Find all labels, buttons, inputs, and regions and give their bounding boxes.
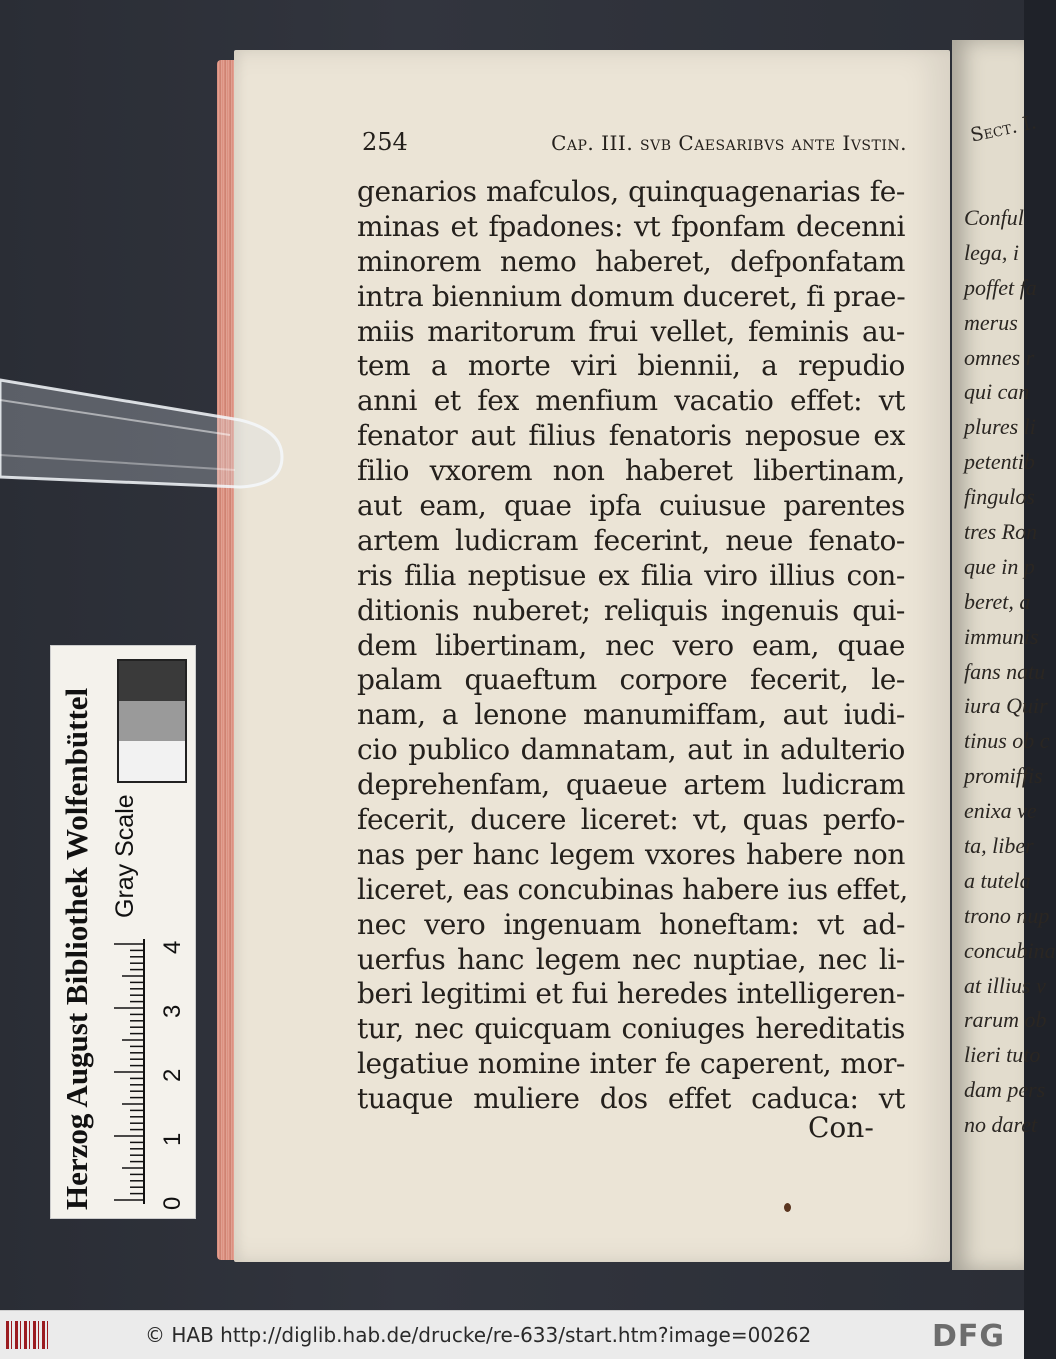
scale-number-2: 2 (159, 1068, 186, 1082)
text-line: dem libertinam, nec vero eam, quae (357, 628, 905, 662)
text-line: beri legitimi et fui heredes intelligeren- (357, 977, 905, 1011)
gray-scale-label: Gray Scale (111, 794, 139, 918)
facing-page-text (964, 205, 1056, 1147)
page-number: 254 (362, 128, 408, 156)
text-line: filio vxorem non haberet libertinam, (357, 454, 905, 488)
text-line: artem ludicram fecerint, neue fenato- (357, 523, 905, 557)
text-line: genarios mafculos, quinquagenarias fe- (357, 175, 905, 208)
text-line: aut eam, quae ipfa cuiusue parentes (357, 489, 905, 523)
facing-page-fragment: ta, liber (964, 833, 1034, 859)
scale-number-3: 3 (159, 1004, 186, 1018)
text-line: intra biennium domum duceret, fi prae- (357, 279, 906, 313)
facing-page-fragment: no daret (964, 1112, 1038, 1138)
dfg-logo: DFG (932, 1319, 1006, 1354)
text-line: legatiue nomine inter fe caperent, mor- (357, 1047, 905, 1081)
facing-page-fragment: qui can (964, 379, 1030, 405)
hab-barcode-icon (6, 1321, 50, 1349)
color-scale-card (50, 645, 196, 1219)
text-line: miis maritorum frui vellet, feminis au- (357, 314, 905, 348)
page-header (362, 128, 907, 156)
scale-number-0: 0 (159, 1196, 186, 1210)
facing-page-fragment: poffet fa (964, 274, 1037, 300)
facing-page-fragment: a tutela (964, 867, 1031, 893)
facing-page-fragment: promiffis (964, 763, 1043, 789)
text-line: liceret, eas concubinas habere ius effet, (357, 872, 908, 906)
facing-page-fragment: omnes r (964, 344, 1035, 370)
facing-page-fragment: plures li (964, 414, 1036, 440)
gray-swatches (117, 659, 187, 783)
scale-ruler (106, 934, 146, 1204)
text-line: nec vero ingenuam honeftam: vt ad- (357, 907, 905, 941)
text-line: uerfus hanc legem nec nuptiae, nec li- (357, 942, 905, 976)
facing-page-fragment: merus (964, 309, 1018, 335)
swatch-dark (119, 661, 185, 701)
swatch-white (119, 741, 185, 781)
viewer-footer (0, 1310, 1024, 1359)
facing-page-fragment: tinus ob c (964, 728, 1050, 754)
text-line: cio publico damnatam, aut in adulterio (357, 733, 905, 767)
text-line: tuaque muliere dos effet caduca: vt (357, 1082, 905, 1116)
facing-page (952, 40, 1056, 1270)
swatch-gray (119, 701, 185, 741)
facing-page-fragment: concubina (964, 937, 1056, 963)
facing-page-header: Sect. I. (968, 111, 1039, 147)
text-line: nas per hanc legem vxores habere non (357, 837, 905, 871)
text-line: minorem nemo haberet, defponfatam (357, 244, 905, 278)
facing-page-fragment: fingulos (964, 484, 1035, 510)
facing-page-fragment: trono nup (964, 902, 1050, 928)
body-text (357, 175, 908, 1117)
text-line: ditionis nuberet; reliquis ingenuis qui- (357, 593, 905, 627)
text-line: tem a morte viri biennii, a repudio (357, 349, 905, 383)
facing-page-fragment: lieri tuto (964, 1042, 1041, 1068)
text-line: deprehenfam, quaeue artem ludicram (357, 768, 905, 802)
catchword: Con- (808, 1111, 874, 1144)
text-line: minas et fpadones: vt fponfam decenni (357, 209, 905, 243)
copyright-link[interactable]: © HAB http://diglib.hab.de/drucke/re-633/start.htm?image=00262 (145, 1323, 812, 1347)
text-line: fecerit, ducere liceret: vt, quas perfo- (357, 803, 905, 837)
text-line: fenator aut filius fenatoris neposue ex (357, 419, 905, 453)
facing-page-fragment: at illius v (964, 972, 1046, 998)
text-line: nam, a lenone manumiffam, aut iudi- (357, 698, 905, 732)
facing-page-fragment: beret, a (964, 588, 1031, 614)
facing-page-fragment: Conful (964, 205, 1024, 230)
scale-number-1: 1 (159, 1132, 186, 1146)
facing-page-fragment: enixa ve (964, 798, 1037, 824)
facing-page-fragment: que in p (964, 553, 1035, 579)
facing-page-fragment: immunis (964, 623, 1039, 649)
facing-page-fragment: dam pers (964, 1077, 1046, 1103)
running-head: Cap. III. svb Caesaribvs ante Ivstin. (551, 131, 907, 155)
facing-page-fragment: iura Quir (964, 693, 1048, 719)
scale-number-4: 4 (159, 940, 186, 954)
facing-page-fragment: tres Ron (964, 519, 1038, 545)
facing-page-fragment: petentib (964, 449, 1035, 475)
paper-speck (784, 1203, 791, 1212)
facing-page-fragment: fans natu (964, 658, 1046, 684)
facing-page-fragment: rarum ob (964, 1007, 1047, 1033)
text-line: palam quaeftum corpore fecerit, le- (357, 663, 905, 697)
text-line: ris filia neptisue ex filia viro illius con- (357, 558, 905, 592)
text-line: tur, nec quicquam coniuges hereditatis (357, 1012, 905, 1046)
scale-title: Herzog August Bibliothek Wolfenbüttel (59, 687, 94, 1210)
text-line: anni et fex menfium vacatio effet: vt (357, 384, 905, 418)
plastic-bookmark (0, 345, 285, 495)
facing-page-fragment: lega, i (964, 239, 1019, 265)
